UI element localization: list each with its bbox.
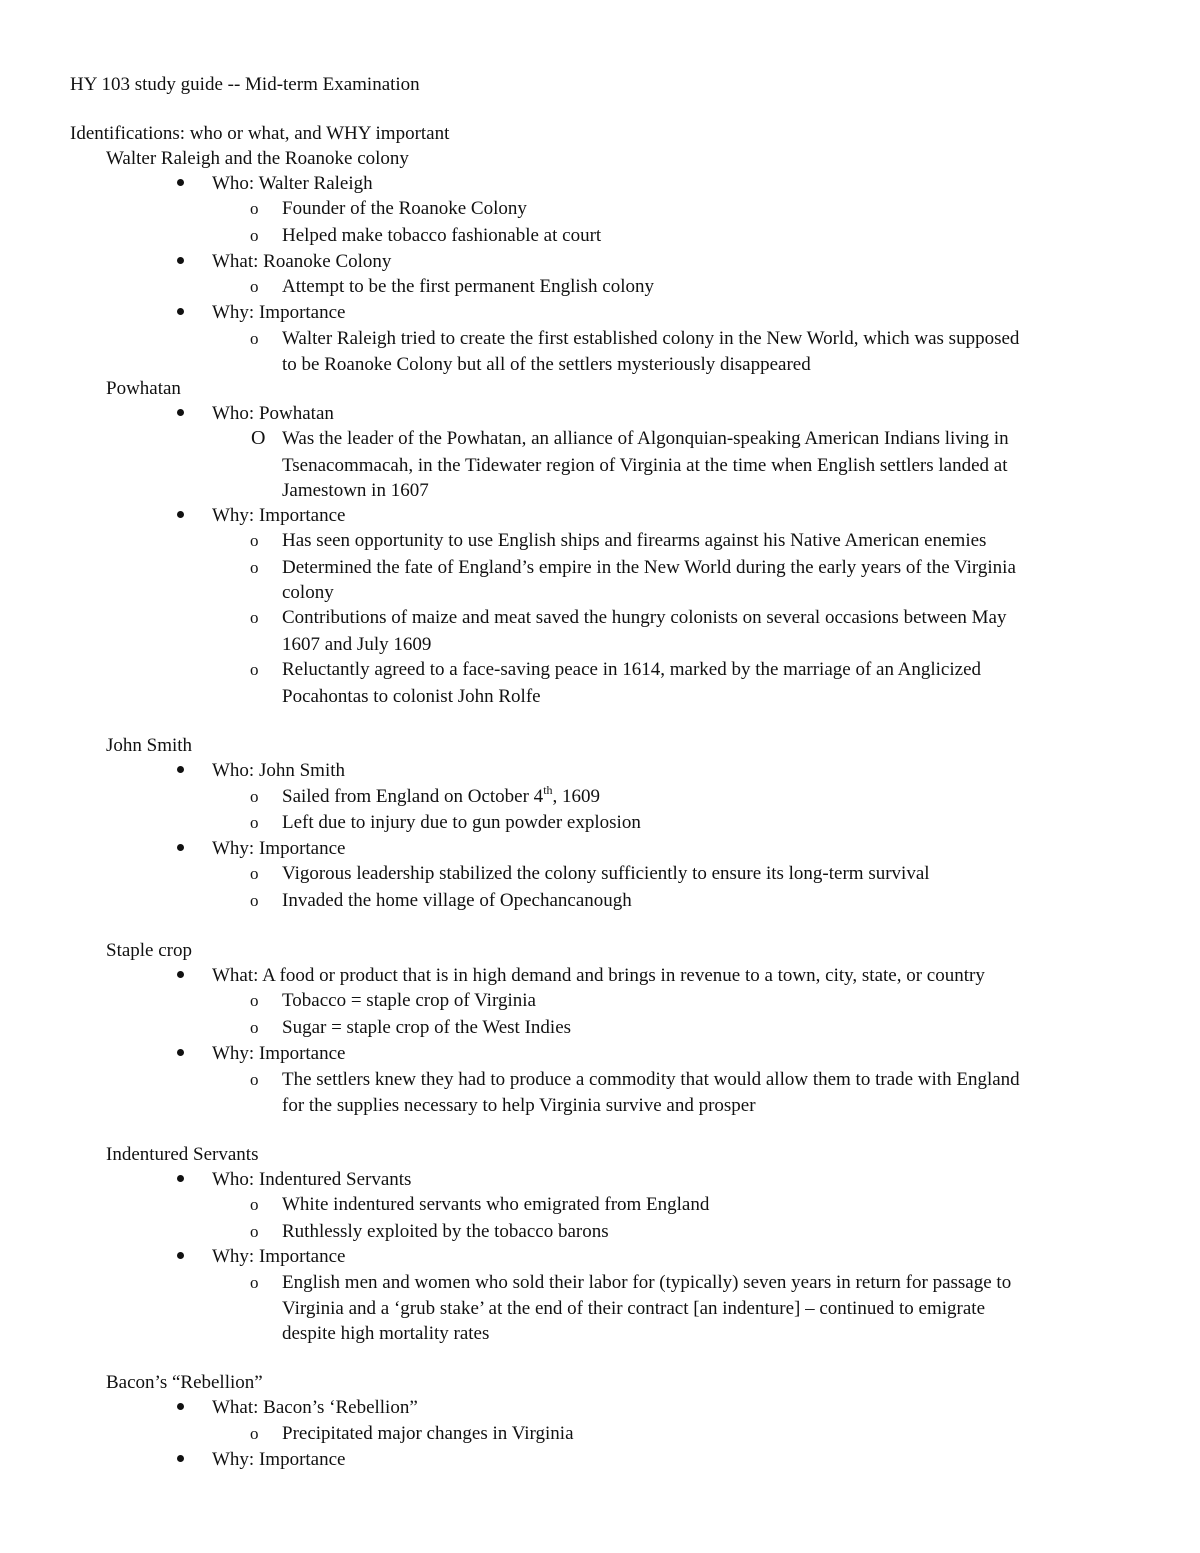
outline-subitem <box>282 988 536 1013</box>
outline-subitem <box>282 784 600 809</box>
item-text: English men and women who sold their labor for (typically) seven years in return for passage to <box>282 1272 1012 1293</box>
section-heading <box>106 938 192 963</box>
outline-item <box>212 758 345 783</box>
bullet-circle-icon: o <box>250 991 259 1010</box>
outline-item <box>212 401 334 426</box>
outline-subitem <box>282 1270 1011 1295</box>
outline-subitem <box>282 888 632 913</box>
item-text: Why: Importance <box>212 1043 346 1064</box>
bullet-dot-icon <box>177 1175 184 1182</box>
bullet-dot-icon <box>177 1403 184 1410</box>
outline-subitem <box>282 528 986 553</box>
outline-subitem <box>282 1421 574 1446</box>
item-text: What: A food or product that is in high demand and brings in revenue to a town, city, state, or country <box>212 965 985 986</box>
outline-subitem <box>282 326 1019 351</box>
bullet-circle-icon: o <box>250 329 259 348</box>
bullet-circle-icon: o <box>250 277 259 296</box>
item-text: to be Roanoke Colony but all of the settlers mysteriously disappeared <box>282 354 811 375</box>
superscript: th <box>543 783 553 797</box>
outline-subitem <box>282 352 811 377</box>
bullet-circle-icon: o <box>250 558 259 577</box>
item-text: Contributions of maize and meat saved the hungry colonists on several occasions between May <box>282 607 1007 628</box>
outline-subitem <box>282 1093 756 1118</box>
item-text: Sugar = staple crop of the West Indies <box>282 1017 572 1038</box>
item-text: Who: Powhatan <box>212 403 334 424</box>
section-heading <box>106 1142 258 1167</box>
item-text: Left due to injury due to gun powder explosion <box>282 812 641 833</box>
item-text: Why: Importance <box>212 302 346 323</box>
item-text: Jamestown in 1607 <box>282 480 429 501</box>
outline-item <box>212 836 345 861</box>
document-title: HY 103 study guide -- Mid-term Examination <box>70 74 420 95</box>
outline-subitem <box>282 453 1008 478</box>
item-text: Why: Importance <box>212 838 346 859</box>
outline-subitem <box>282 580 334 605</box>
item-text: Staple crop <box>106 940 193 961</box>
outline-subitem <box>282 684 541 709</box>
item-text: Invaded the home village of Opechancanough <box>282 890 632 911</box>
item-text: for the supplies necessary to help Virginia survive and prosper <box>282 1095 756 1116</box>
item-text: White indentured servants who emigrated from England <box>282 1194 710 1215</box>
item-text: Founder of the Roanoke Colony <box>282 198 527 219</box>
section-heading <box>106 1370 263 1395</box>
item-text: Pocahontas to colonist John Rolfe <box>282 686 541 707</box>
bullet-dot-icon <box>177 409 184 416</box>
item-text: What: Roanoke Colony <box>212 251 392 272</box>
item-text: Virginia and a ‘grub stake’ at the end of their contract [an indenture] – continued to emigrate <box>282 1298 985 1319</box>
bullet-circle-icon: o <box>250 226 259 245</box>
item-text: Vigorous leadership stabilized the colony sufficiently to ensure its long-term survival <box>282 863 930 884</box>
item-text: Who: Indentured Servants <box>212 1169 412 1190</box>
bullet-circle-icon: o <box>250 891 259 910</box>
item-text: Who: John Smith <box>212 760 346 781</box>
bullet-dot-icon <box>177 1049 184 1056</box>
outline-subitem <box>282 632 431 657</box>
bullet-circle-icon: o <box>250 199 259 218</box>
bullet-dot-icon <box>177 257 184 264</box>
item-text: Helped make tobacco fashionable at court <box>282 225 602 246</box>
bullet-circle-icon: o <box>250 1424 259 1443</box>
bullet-circle-icon: o <box>250 1195 259 1214</box>
item-text: Ruthlessly exploited by the tobacco barons <box>282 1221 609 1242</box>
outline-item <box>212 503 345 528</box>
outline-subitem <box>282 555 1016 580</box>
section-heading <box>106 376 181 401</box>
item-text: Tobacco = staple crop of Virginia <box>282 990 536 1011</box>
item-text: colony <box>282 582 334 603</box>
bullet-circle-icon: o <box>250 1070 259 1089</box>
bullet-dot-icon <box>177 844 184 851</box>
outline-subitem <box>282 810 641 835</box>
item-text: Walter Raleigh tried to create the first established colony in the New World, which was supposed <box>282 328 1020 349</box>
item-text: Powhatan <box>106 378 181 399</box>
item-text: Sailed from England on October 4 <box>282 786 544 807</box>
item-text: Who: Walter Raleigh <box>212 173 373 194</box>
outline-subitem <box>282 274 654 299</box>
bullet-circle-icon: o <box>250 608 259 627</box>
item-text: Precipitated major changes in Virginia <box>282 1423 574 1444</box>
outline-item <box>212 1447 345 1472</box>
outline-subitem <box>282 1067 1020 1092</box>
item-text: 1607 and July 1609 <box>282 634 432 655</box>
outline-subitem <box>282 1321 489 1346</box>
item-text-after: , 1609 <box>552 786 601 807</box>
item-text: Attempt to be the first permanent English colony <box>282 276 655 297</box>
outline-subitem <box>282 1219 609 1244</box>
bullet-circle-icon: o <box>250 864 259 883</box>
intro-line: Identifications: who or what, and WHY important <box>70 123 450 144</box>
outline-item <box>212 963 985 988</box>
bullet-dot-icon <box>177 179 184 186</box>
item-text: Was the leader of the Powhatan, an alliance of Algonquian-speaking American Indians living in <box>282 428 1009 449</box>
outline-subitem <box>282 861 930 886</box>
outline-subitem <box>282 1192 709 1217</box>
outline-item <box>212 300 345 325</box>
outline-item <box>212 249 391 274</box>
bullet-circle-icon: o <box>250 531 259 550</box>
item-text: despite high mortality rates <box>282 1323 490 1344</box>
item-text: Determined the fate of England’s empire in the New World during the early years of the Virginia <box>282 557 1016 578</box>
bullet-circle-icon: o <box>250 1222 259 1241</box>
outline-subitem <box>282 605 1006 630</box>
item-text: Tsenacommacah, in the Tidewater region of Virginia at the time when English settlers landed at <box>282 455 1008 476</box>
item-text: Has seen opportunity to use English ships and firearms against his Native American enemies <box>282 530 987 551</box>
outline-item <box>212 1244 345 1269</box>
section-heading <box>106 733 192 758</box>
bullet-circle-icon: o <box>250 813 259 832</box>
bullet-dot-icon <box>177 971 184 978</box>
item-text: Why: Importance <box>212 1449 346 1470</box>
outline-subitem <box>282 196 527 221</box>
bullet-circle-icon: o <box>250 1018 259 1037</box>
item-text: The settlers knew they had to produce a commodity that would allow them to trade with England <box>282 1069 1020 1090</box>
outline-subitem <box>282 426 1009 451</box>
item-text: Why: Importance <box>212 1246 346 1267</box>
bullet-dot-icon <box>177 308 184 315</box>
bullet-circle-icon: o <box>250 660 259 679</box>
item-text: Reluctantly agreed to a face-saving peace in 1614, marked by the marriage of an Anglicized <box>282 659 982 680</box>
item-text: Why: Importance <box>212 505 346 526</box>
bullet-dot-icon <box>177 766 184 773</box>
outline-subitem <box>282 478 429 503</box>
outline-subitem <box>282 657 981 682</box>
bullet-circle-icon: o <box>250 1273 259 1292</box>
bullet-circle-icon: O <box>251 427 266 449</box>
bullet-dot-icon <box>177 511 184 518</box>
item-text: Bacon’s “Rebellion” <box>106 1372 263 1393</box>
outline-subitem <box>282 223 601 248</box>
item-text: John Smith <box>106 735 193 756</box>
outline-item <box>212 1041 345 1066</box>
bullet-dot-icon <box>177 1252 184 1259</box>
bullet-circle-icon: o <box>250 787 259 806</box>
bullet-dot-icon <box>177 1455 184 1462</box>
outline-item <box>212 1395 418 1420</box>
outline-subitem <box>282 1296 985 1321</box>
item-text: Walter Raleigh and the Roanoke colony <box>106 148 409 169</box>
item-text: Indentured Servants <box>106 1144 259 1165</box>
section-heading <box>106 146 409 171</box>
outline-item <box>212 1167 411 1192</box>
outline-subitem <box>282 1015 571 1040</box>
outline-item <box>212 171 373 196</box>
item-text: What: Bacon’s ‘Rebellion” <box>212 1397 418 1418</box>
